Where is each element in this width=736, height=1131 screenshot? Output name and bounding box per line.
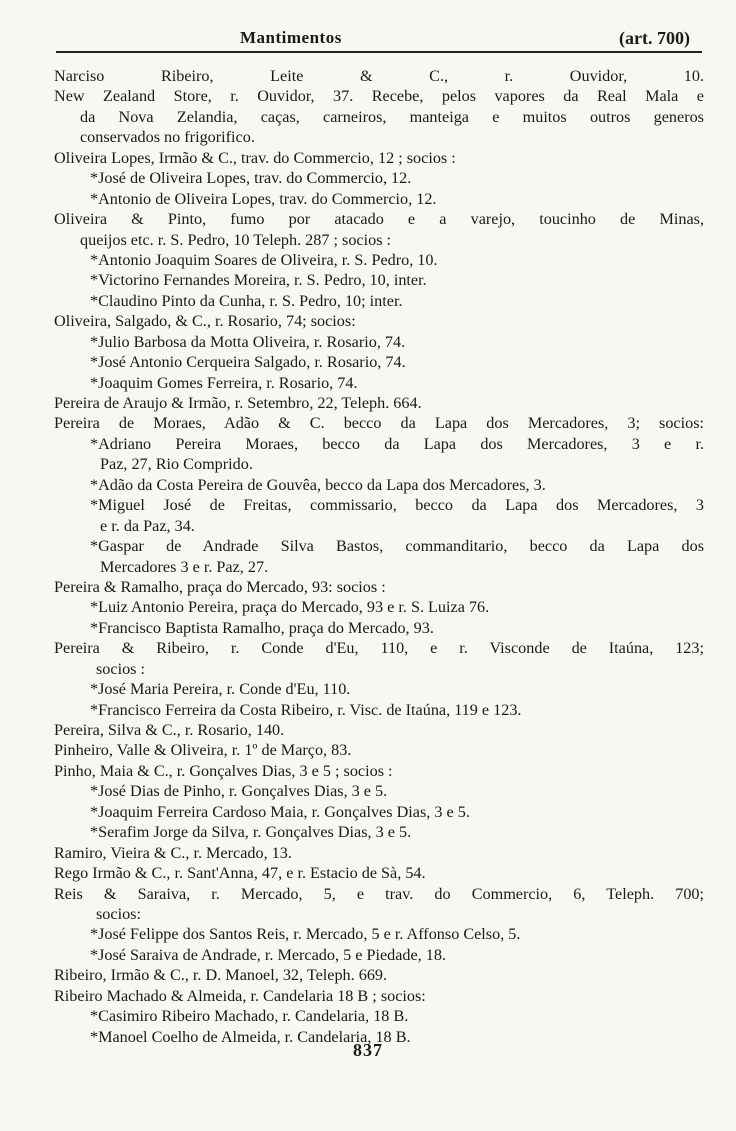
entry-line: Ribeiro Machado & Almeida, r. Candelaria 18 B ; socios:	[54, 986, 426, 1005]
entry-line: *Francisco Baptista Ramalho, praça do Mercado, 93.	[90, 618, 434, 637]
entry-line: Narciso Ribeiro, Leite & C., r. Ouvidor, 10.	[54, 67, 704, 85]
entry-line: *Miguel José de Freitas, commissario, becco da Lapa dos Mercadores, 3	[90, 496, 704, 515]
entry-line: da Nova Zelandia, caças, carneiros, manteiga e muitos outros generos	[80, 107, 704, 126]
entry-line: e r. da Paz, 34.	[100, 516, 195, 535]
entry-line: conservados no frigorifico.	[80, 128, 255, 147]
entry-line: *Julio Barbosa da Motta Oliveira, r. Rosario, 74.	[90, 332, 406, 351]
entry-line: socios :	[96, 659, 146, 678]
entry-line: Oliveira & Pinto, fumo por atacado e a varejo, toucinho de Minas,	[54, 210, 704, 229]
entry-line: Ramiro, Vieira & C., r. Mercado, 13.	[54, 843, 292, 862]
page-header	[56, 28, 696, 50]
entry-line: Rego Irmão & C., r. Sant'Anna, 47, e r. Estacio de Sà, 54.	[54, 864, 426, 883]
entry-line: *Joaquim Gomes Ferreira, r. Rosario, 74.	[90, 373, 358, 392]
entry-line: Mercadores 3 e r. Paz, 27.	[100, 557, 269, 576]
entry-line: socios:	[96, 904, 141, 923]
entry-line: Oliveira, Salgado, & C., r. Rosario, 74; socios:	[54, 312, 356, 331]
entry-line: New Zealand Store, r. Ouvidor, 37. Recebe, pelos vapores da Real Mala e	[54, 87, 704, 106]
entry-line: Pereira & Ramalho, praça do Mercado, 93: socios :	[54, 577, 386, 596]
article-number: (art. 700)	[619, 28, 690, 48]
entry-line: Pereira, Silva & C., r. Rosario, 140.	[54, 721, 285, 739]
entry-line: Paz, 27, Rio Comprido.	[100, 455, 253, 474]
entry-line: *Casimiro Ribeiro Machado, r. Candelaria, 18 B.	[90, 1007, 409, 1026]
entry-line: Pereira de Araujo & Irmão, r. Setembro, 22, Teleph. 664.	[54, 394, 422, 412]
header-rule	[56, 51, 702, 53]
page-number: 837	[353, 1040, 383, 1060]
entry-line: *Francisco Ferreira da Costa Ribeiro, r. Visc. de Itaúna, 119 e 123.	[90, 700, 522, 719]
entry-line: *Antonio Joaquim Soares de Oliveira, r. S. Pedro, 10.	[90, 250, 438, 269]
entry-line: *José Dias de Pinho, r. Gonçalves Dias, 3 e 5.	[90, 782, 388, 801]
entry-line: Pereira & Ribeiro, r. Conde d'Eu, 110, e r. Visconde de Itaúna, 123;	[54, 639, 704, 658]
entry-line: *Antonio de Oliveira Lopes, trav. do Commercio, 12.	[90, 189, 437, 208]
entry-line: Pinheiro, Valle & Oliveira, r. 1º de Março, 83.	[54, 741, 352, 760]
entry-line: Ribeiro, Irmão & C., r. D. Manoel, 32, Teleph. 669.	[54, 966, 388, 985]
entry-line: *Manoel Coelho de Almeida, r. Candelaria, 18 B.	[90, 1027, 411, 1046]
entry-line: *Joaquim Ferreira Cardoso Maia, r. Gonçalves Dias, 3 e 5.	[90, 802, 470, 821]
section-title: Mantimentos	[240, 28, 342, 47]
entry-line: queijos etc. r. S. Pedro, 10 Teleph. 287 ; socios :	[80, 230, 392, 249]
entry-line: Oliveira Lopes, Irmão & C., trav. do Commercio, 12 ; socios :	[54, 148, 456, 167]
entry-line: *José Felippe dos Santos Reis, r. Mercado, 5 e r. Affonso Celso, 5.	[90, 925, 521, 944]
entry-line: *José Maria Pereira, r. Conde d'Eu, 110.	[90, 680, 351, 699]
directory-entries	[54, 66, 704, 1047]
entry-line: Reis & Saraiva, r. Mercado, 5, e trav. do Commercio, 6, Teleph. 700;	[54, 884, 704, 903]
entry-line: *Gaspar de Andrade Silva Bastos, commanditario, becco da Lapa dos	[90, 537, 704, 556]
entry-line: Pereira de Moraes, Adão & C. becco da Lapa dos Mercadores, 3; socios:	[54, 414, 704, 433]
entry-line: *Victorino Fernandes Moreira, r. S. Pedro, 10, inter.	[90, 271, 427, 290]
entry-line: *Claudino Pinto da Cunha, r. S. Pedro, 10; inter.	[90, 291, 403, 310]
entry-line: *Adriano Pereira Moraes, becco da Lapa dos Mercadores, 3 e r.	[90, 434, 704, 453]
entry-line: *José de Oliveira Lopes, trav. do Commercio, 12.	[90, 169, 412, 188]
entry-line: *Adão da Costa Pereira de Gouvêa, becco da Lapa dos Mercadores, 3.	[90, 475, 546, 494]
entry-line: *José Saraiva de Andrade, r. Mercado, 5 e Piedade, 18.	[90, 945, 447, 964]
entry-line: *Luiz Antonio Pereira, praça do Mercado, 93 e r. S. Luiza 76.	[90, 598, 490, 617]
entry-line: *José Antonio Cerqueira Salgado, r. Rosario, 74.	[90, 353, 406, 372]
entry-line: Pinho, Maia & C., r. Gonçalves Dias, 3 e 5 ; socios :	[54, 761, 393, 780]
entry-line: *Serafim Jorge da Silva, r. Gonçalves Dias, 3 e 5.	[90, 823, 412, 842]
